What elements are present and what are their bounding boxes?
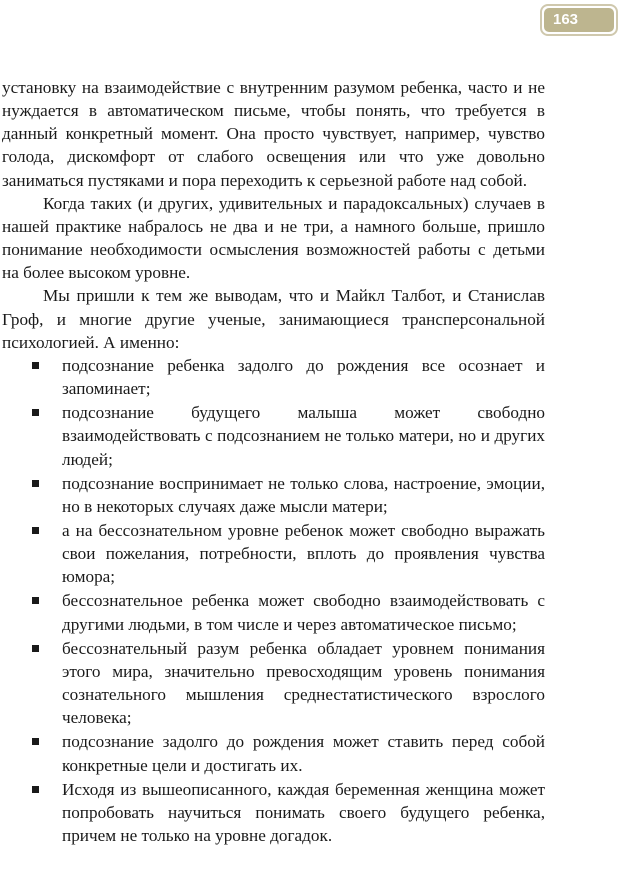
list-item bbox=[2, 472, 545, 518]
list-item-text: подсознание будущего малыша может свободно взаимодействовать с подсознанием не только матери, но и других людей; bbox=[62, 403, 545, 469]
square-bullet-icon bbox=[32, 527, 39, 534]
page-number-badge bbox=[540, 4, 618, 36]
paragraph-conclusions: Мы пришли к тем же выводам, что и Майкл Талбот, и Станислав Гроф, и многие другие ученые, занимающиеся трансперсональной психологией. А именно: bbox=[2, 286, 545, 352]
body-text bbox=[2, 76, 545, 848]
square-bullet-icon bbox=[32, 597, 39, 604]
square-bullet-icon bbox=[32, 480, 39, 487]
paragraph-cases: Когда таких (и других, удивительных и парадоксальных) случаев в нашей практике набралось не два и не три, а намного больше, пришло понимание необходимости осмысления возможностей работы с детьми на более высоком уровне. bbox=[2, 193, 545, 283]
list-item-text: Исходя из вышеописанного, каждая беременная женщина может попробовать научиться понимать своего будущего ребенка, причем не только на уровне догадок. bbox=[62, 779, 545, 845]
page-number: 163 bbox=[544, 8, 614, 32]
list-item bbox=[2, 354, 545, 400]
square-bullet-icon bbox=[32, 645, 39, 652]
list-item-text: бессознательный разум ребенка обладает уровнем понимания этого мира, значительно превосходящим уровень понимания сознательного мышления среднестатистического взрослого человека; bbox=[62, 638, 545, 728]
square-bullet-icon bbox=[32, 362, 39, 369]
list-item bbox=[2, 589, 545, 635]
paragraph-continuation: установку на взаимодействие с внутренним разумом ребенка, часто и не нуждается в автоматическом письме, чтобы понять, что требуется в данный конкретный момент. Она просто чувствует, например, чувство голода, дискомфорт от слабого освещения или что уже довольно заниматься пустяками и пора переходить к серьезной работе над собой. bbox=[2, 78, 545, 190]
square-bullet-icon bbox=[32, 738, 39, 745]
list-item-text: подсознание ребенка задолго до рождения все осознает и запоминает; bbox=[62, 355, 545, 399]
square-bullet-icon bbox=[32, 409, 39, 416]
list-item bbox=[2, 519, 545, 588]
list-item-text: а на бессознательном уровне ребенок может свободно выражать свои пожелания, потребности, вплоть до проявления чувства юмора; bbox=[62, 520, 545, 587]
list-item bbox=[2, 637, 545, 730]
list-item-text: подсознание воспринимает не только слова, настроение, эмоции, но в некоторых случаях даже мысли матери; bbox=[62, 473, 545, 516]
square-bullet-icon bbox=[32, 786, 39, 793]
list-item bbox=[2, 778, 545, 847]
list-item bbox=[2, 730, 545, 776]
list-item-text: подсознание задолго до рождения может ставить перед собой конкретные цели и достигать их. bbox=[62, 732, 545, 775]
list-item bbox=[2, 401, 545, 470]
conclusions-list bbox=[2, 354, 545, 847]
list-item-text: бессознательное ребенка может свободно взаимодействовать с другими людьми, в том числе и через автоматическое письмо; bbox=[62, 591, 545, 634]
